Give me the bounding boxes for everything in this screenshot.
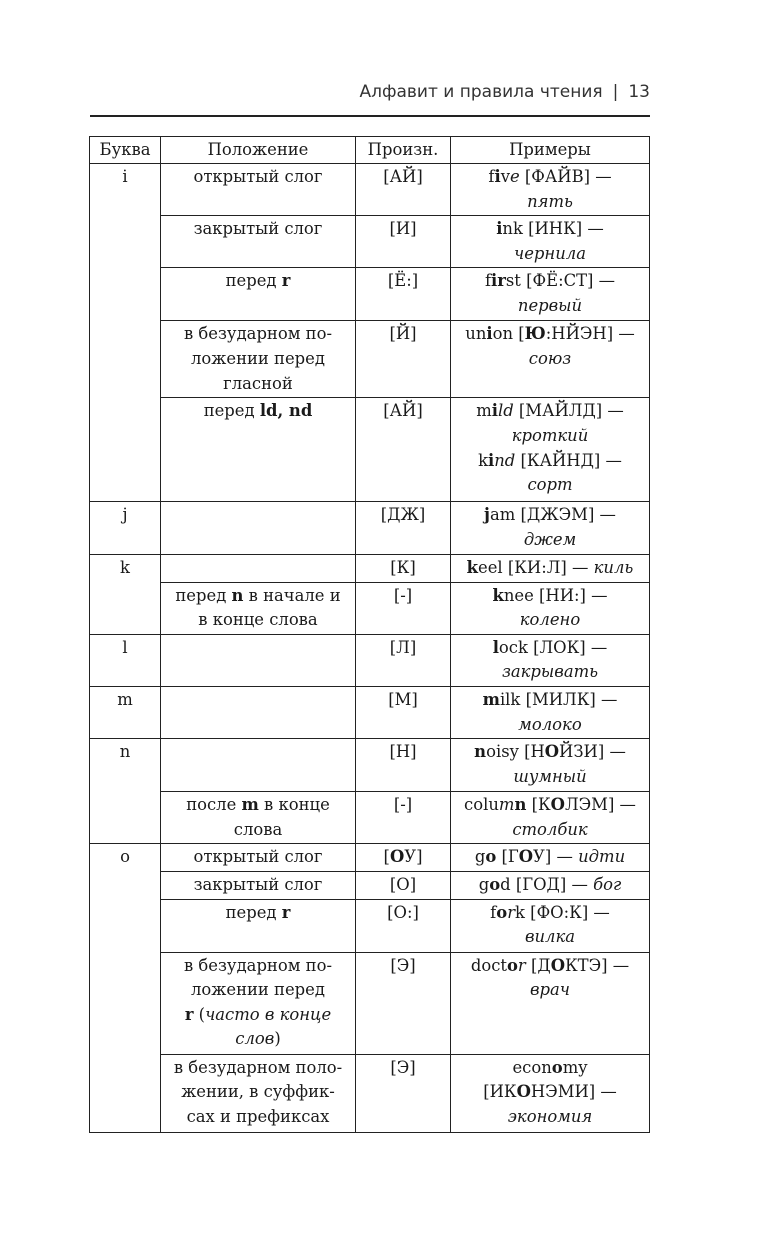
italic-text: r [507,902,516,922]
table-row [90,216,650,268]
example-cell: mild [МАЙЛД] — кроткий kind [КАЙНД] — сорт [451,398,650,502]
example-cell: first [ФЁ:СТ] — первый [451,268,650,321]
highlighted-text: m [241,795,259,815]
position-cell: закрытый слог [161,871,356,899]
pronunciation-cell: [ДЖ] [356,502,451,554]
highlighted-text: О [518,847,534,867]
column-header-pronunciation: Произн. [356,137,451,164]
italic-text: врач [529,980,570,1000]
column-header-position: Положение [161,137,356,164]
position-cell: после m в конце слова [161,792,356,844]
position-cell: перед r [161,268,356,321]
pronunciation-cell: [О:] [356,899,451,952]
italic-text: m [498,795,515,815]
highlighted-text: o [485,847,497,867]
running-header [90,82,650,110]
highlighted-text: i [496,219,503,239]
italic-text: слов [235,1029,275,1049]
example-cell: jam [ДЖЭМ] — джем [451,502,650,554]
position-cell: в безударном поло- жении, в суффик- сах и префиксах [161,1054,356,1132]
example-cell: lock [ЛОК] — закрывать [451,634,650,686]
table-row [90,686,650,738]
pronunciation-cell: [О] [356,871,451,899]
table-row [90,582,650,634]
position-cell [161,686,356,738]
highlighted-text: О [389,847,405,867]
pronunciation-cell: [И] [356,216,451,268]
highlighted-text: k [492,585,504,605]
letter-cell: m [90,686,161,738]
italic-text: ld [497,401,514,421]
table-row [90,164,650,216]
italic-text: первый [517,295,583,315]
position-cell: открытый слог [161,844,356,872]
column-header-examples: Примеры [451,137,650,164]
pronunciation-cell: [Н] [356,739,451,792]
highlighted-text: o [551,1057,563,1077]
italic-text: закрывать [501,662,599,682]
highlighted-text: i [488,450,495,470]
position-cell: перед r [161,899,356,952]
example-cell: economy [ИКОНЭМИ] — экономия [451,1054,650,1132]
example-cell: noisy [НОЙЗИ] — шумный [451,739,650,792]
pronunciation-cell: [-] [356,582,451,634]
letter-cell: k [90,554,161,634]
italic-text: бог [593,874,622,894]
pronunciation-cell: [ОУ] [356,844,451,872]
position-cell: закрытый слог [161,216,356,268]
example-cell: union [Ю:НЙЭН] — союз [451,321,650,398]
italic-text: столбик [512,819,588,839]
italic-text: идти [578,847,626,867]
example-cell: knee [НИ:] — колено [451,582,650,634]
italic-text: киль [593,557,634,577]
table-row [90,398,650,502]
alphabet-reading-rules-table [89,136,650,1133]
italic-text: вилка [524,927,576,947]
position-cell [161,634,356,686]
italic-text: колено [519,610,581,630]
highlighted-text: i [494,167,501,186]
example-cell: column [КОЛЭМ] — столбик [451,792,650,844]
letter-cell: j [90,502,161,554]
highlighted-text: j [484,505,490,525]
highlighted-text: О [550,955,565,975]
position-cell: в безударном по- ложении перед r (часто в конце слов) [161,952,356,1054]
highlighted-text: o [506,955,518,975]
highlighted-text: o [496,902,508,922]
table-row [90,268,650,321]
position-cell: в безударном по- ложении перед гласной [161,321,356,398]
section-title: Алфавит и правила чтения [359,82,603,102]
example-cell: five [ФАЙВ] — пять [451,164,650,216]
highlighted-text: n [514,795,527,815]
pronunciation-cell: [М] [356,686,451,738]
position-cell [161,554,356,582]
highlighted-text: О [550,795,565,815]
table-row [90,739,650,792]
highlighted-text: Ю [524,324,546,344]
table-row [90,871,650,899]
letter-cell: i [90,164,161,502]
example-cell: fork [ФО:К] — вилка [451,899,650,952]
pronunciation-cell: [АЙ] [356,398,451,502]
italic-text: сорт [527,475,573,495]
italic-text: e [509,167,520,186]
italic-text: кроткий [511,425,589,445]
example-cell: go [ГОУ] — идти [451,844,650,872]
example-cell: milk [МИЛК] — молоко [451,686,650,738]
example-cell: keel [КИ:Л] — киль [451,554,650,582]
highlighted-text: r [281,271,291,291]
highlighted-text: i [486,324,493,344]
example-cell: god [ГОД] — бог [451,871,650,899]
pronunciation-cell: [-] [356,792,451,844]
italic-text: часто в конце [205,1004,332,1024]
table-body [90,164,650,1133]
italic-text: шумный [513,766,587,786]
position-cell: перед ld, nd [161,398,356,502]
position-cell [161,739,356,792]
italic-text: nd [494,450,516,470]
table-row [90,634,650,686]
italic-text: чернила [514,243,586,263]
highlighted-text: ld, nd [259,401,313,421]
highlighted-text: l [492,637,499,657]
letter-cell: n [90,739,161,844]
header-separator: | [612,82,619,102]
italic-text: пять [527,191,573,211]
pronunciation-cell: [Л] [356,634,451,686]
table-row [90,899,650,952]
position-cell: открытый слог [161,164,356,216]
table-header-row [90,137,650,164]
letter-cell: o [90,844,161,1132]
header-rule [90,115,650,117]
highlighted-text: r [184,1004,194,1024]
highlighted-text: О [544,742,560,762]
pronunciation-cell: [Э] [356,1054,451,1132]
pronunciation-cell: [АЙ] [356,164,451,216]
position-cell: перед n в начале и в конце слова [161,582,356,634]
italic-text: молоко [518,714,582,734]
highlighted-text: k [466,557,478,577]
table-row [90,844,650,872]
italic-text: союз [528,348,572,368]
table-row [90,1054,650,1132]
highlighted-text: ir [491,271,506,291]
page-number: 13 [628,82,650,102]
example-cell: doctor [ДОКТЭ] — врач [451,952,650,1054]
highlighted-text: n [474,742,487,762]
highlighted-text: m [482,689,500,709]
table-row [90,952,650,1054]
pronunciation-cell: [Э] [356,952,451,1054]
table-row [90,321,650,398]
highlighted-text: r [281,902,291,922]
italic-text: r [517,955,526,975]
highlighted-text: n [231,585,244,605]
table-row [90,502,650,554]
highlighted-text: o [489,874,501,894]
highlighted-text: О [516,1082,531,1102]
table-row [90,792,650,844]
pronunciation-cell: [Й] [356,321,451,398]
example-cell: ink [ИНК] — чернила [451,216,650,268]
italic-text: экономия [507,1106,593,1126]
position-cell [161,502,356,554]
column-header-letter: Буква [90,137,161,164]
pronunciation-cell: [К] [356,554,451,582]
table-row [90,554,650,582]
pronunciation-cell: [Ё:] [356,268,451,321]
letter-cell: l [90,634,161,686]
italic-text: джем [523,529,577,549]
highlighted-text: i [491,401,498,421]
